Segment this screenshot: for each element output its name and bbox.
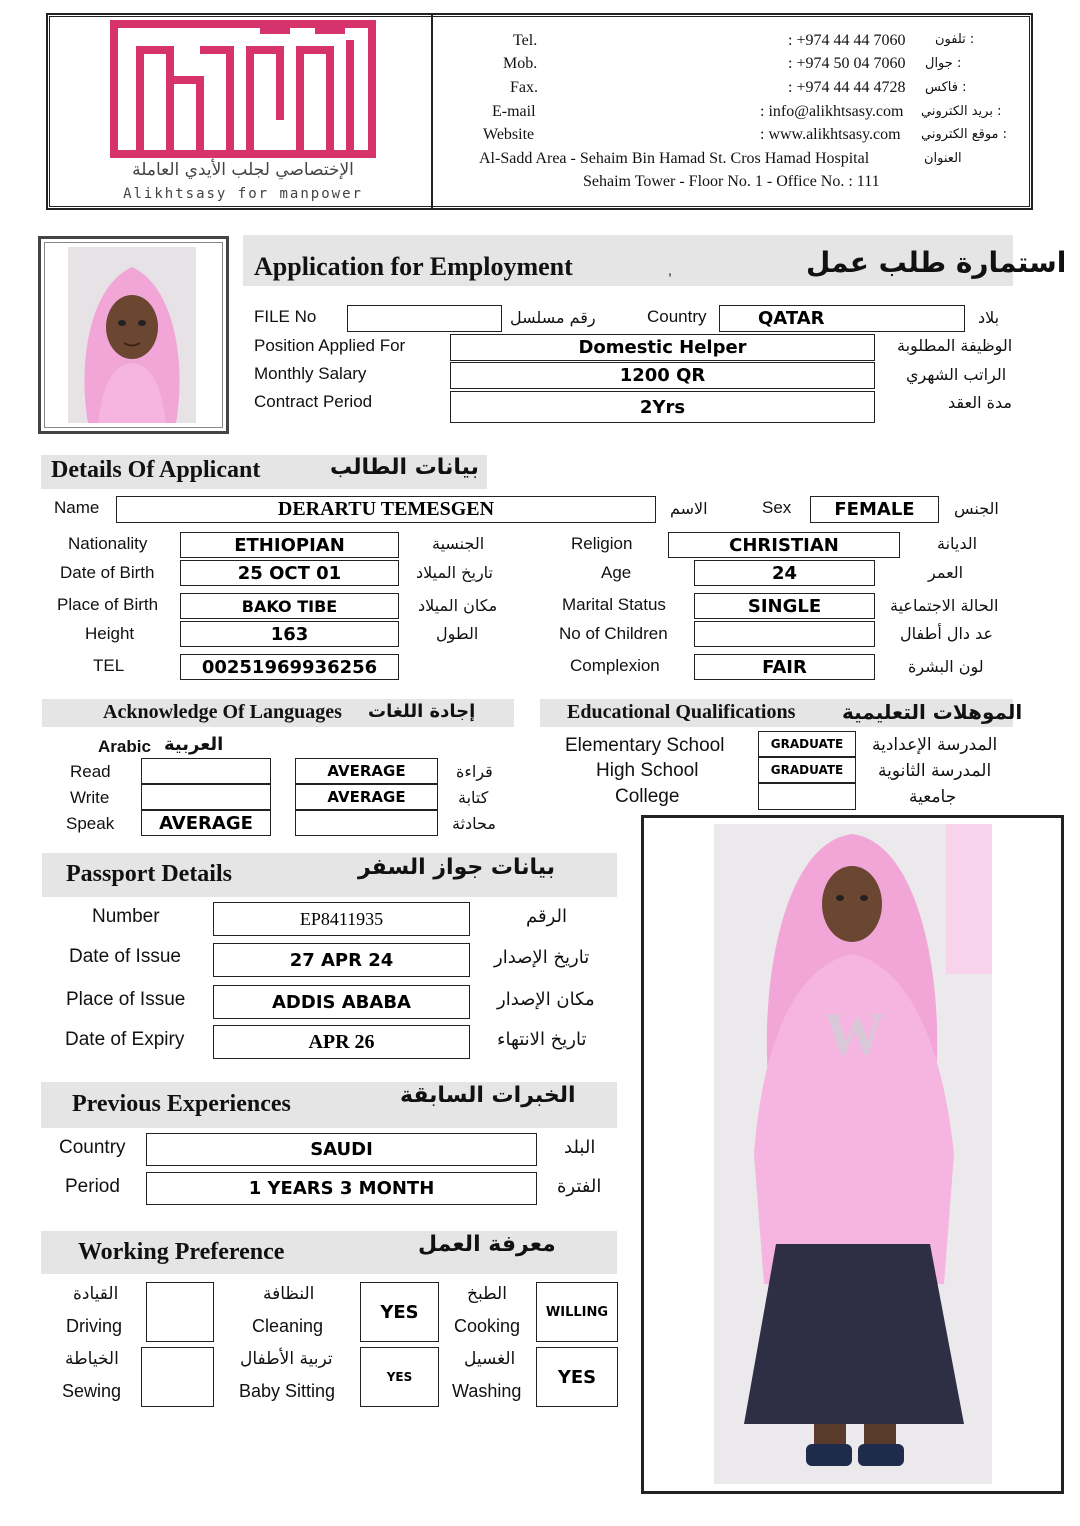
speak-label: Speak (66, 814, 115, 833)
washing-ar: الغسيل (464, 1349, 516, 1369)
country-label: Country (647, 307, 707, 326)
email-value: : info@alikhtsasy.com (760, 103, 904, 120)
baby-sitting-ar: تربية الأطفال (240, 1349, 333, 1369)
expiry-date-ar: تاريخ الانتهاء (497, 1029, 587, 1050)
issue-date-label: Date of Issue (69, 946, 181, 967)
address-line-2: Sehaim Tower - Floor No. 1 - Office No. : 111 (583, 173, 880, 190)
college-label: College (615, 786, 680, 807)
preference-title-ar: معرفة العمل (418, 1232, 556, 1257)
experience-period-ar: الفترة (557, 1176, 602, 1197)
arabic-label: Arabic (98, 737, 151, 756)
file-no-label: FILE No (254, 307, 317, 326)
person-full-body-icon (714, 824, 992, 1484)
tel-label: TEL (93, 656, 125, 675)
languages-title-ar: إجادة اللغات (368, 701, 476, 722)
sewing-label: Sewing (62, 1381, 122, 1401)
nationality-field[interactable]: ETHIOPIAN (180, 532, 399, 558)
cleaning-ar: النظافة (263, 1284, 315, 1304)
mob-value: : +974 50 04 7060 (788, 55, 906, 72)
issue-date-ar: تاريخ الإصدار (494, 947, 590, 968)
tel-value: : +974 44 44 7060 (788, 32, 906, 49)
religion-field[interactable]: CHRISTIAN (668, 532, 900, 558)
sex-label: Sex (762, 498, 792, 517)
children-ar: عد دال أطفال (900, 624, 994, 643)
application-title-ar: استمارة طلب عمل (806, 246, 1067, 279)
college-field[interactable] (758, 783, 856, 810)
height-field[interactable]: 163 (180, 621, 399, 647)
sex-field[interactable]: FEMALE (810, 496, 939, 523)
speak-other-field[interactable] (295, 810, 438, 836)
passport-title-ar: بيانات جواز السفر (358, 855, 556, 880)
applicant-title-ar: بيانات الطالب (330, 455, 479, 480)
name-ar: الاسم (670, 499, 708, 518)
svg-text:W: W (824, 1001, 884, 1067)
read-other-field[interactable]: AVERAGE (295, 758, 438, 784)
driving-ar: القيادة (73, 1284, 119, 1304)
preference-title-en: Working Preference (78, 1239, 285, 1265)
address-ar: العنوان (924, 151, 962, 166)
elementary-ar: المدرسة الإعدادية (872, 735, 998, 755)
high-school-field[interactable]: GRADUATE (758, 757, 856, 783)
issue-place-ar: مكان الإصدار (497, 989, 595, 1010)
religion-ar: الديانة (937, 534, 978, 553)
salary-label: Monthly Salary (254, 364, 367, 383)
religion-label: Religion (571, 534, 633, 553)
driving-label: Driving (66, 1316, 123, 1336)
write-arabic-field[interactable] (141, 784, 271, 810)
write-ar: كتابة (458, 788, 489, 807)
marital-label: Marital Status (562, 595, 666, 614)
children-field[interactable] (694, 621, 875, 647)
pob-label: Place of Birth (57, 595, 159, 614)
name-label: Name (54, 498, 100, 517)
age-label: Age (601, 563, 632, 582)
passport-number-ar: الرقم (526, 906, 568, 927)
pob-field[interactable]: BAKO TIBE (180, 593, 399, 619)
contract-ar: مدة العقد (948, 393, 1012, 412)
website-ar: : موقع الكتروني (921, 127, 1008, 142)
passport-number-field[interactable]: EP8411935 (213, 902, 470, 936)
complexion-field[interactable]: FAIR (694, 654, 875, 680)
education-title-ar: الموهلات التعليمية (842, 700, 1023, 724)
country-field[interactable]: QATAR (719, 305, 965, 332)
applicant-title-en: Details Of Applicant (51, 457, 261, 483)
fax-ar: : فاكس (925, 80, 967, 95)
fax-value: : +974 44 44 4728 (788, 79, 906, 96)
person-portrait-icon (68, 247, 196, 423)
elementary-field[interactable]: GRADUATE (758, 731, 856, 757)
arabic-ar: العربية (164, 734, 224, 755)
dob-label: Date of Birth (60, 563, 155, 582)
cleaning-label: Cleaning (252, 1316, 324, 1336)
application-title-comma: , (668, 262, 672, 278)
fax-label: Fax. (510, 79, 538, 96)
nationality-label: Nationality (68, 534, 148, 553)
application-title-en: Application for Employment (254, 252, 573, 281)
college-ar: جامعية (909, 787, 957, 807)
cooking-ar: الطبخ (467, 1284, 507, 1304)
name-field[interactable]: DERARTU TEMESGEN (116, 496, 656, 523)
children-label: No of Children (559, 624, 668, 643)
dob-field[interactable]: 25 OCT 01 (180, 560, 399, 586)
complexion-label: Complexion (570, 656, 660, 675)
tel-ar: : تلفون (935, 32, 975, 47)
washing-field[interactable]: YES (536, 1347, 618, 1407)
file-no-field[interactable] (347, 305, 502, 332)
height-ar: الطول (436, 624, 479, 643)
sex-ar: الجنس (954, 499, 999, 518)
experience-period-label: Period (65, 1176, 120, 1197)
experience-title-ar: الخبرات السابقة (400, 1083, 576, 1108)
cleaning-field[interactable]: YES (360, 1282, 439, 1342)
education-title-en: Educational Qualifications (567, 701, 796, 723)
issue-place-label: Place of Issue (66, 989, 186, 1010)
marital-ar: الحالة الاجتماعية (890, 596, 999, 615)
position-label: Position Applied For (254, 336, 406, 355)
issue-place-field[interactable]: ADDIS ABABA (213, 985, 470, 1019)
tel-label: Tel. (513, 32, 538, 49)
position-ar: الوظيفة المطلوبة (897, 336, 1013, 355)
elementary-label: Elementary School (565, 735, 725, 756)
passport-number-label: Number (92, 906, 160, 927)
age-field[interactable]: 24 (694, 560, 875, 586)
passport-title-en: Passport Details (66, 861, 232, 887)
write-label: Write (70, 788, 110, 807)
age-ar: العمر (928, 563, 964, 582)
company-logo-icon (110, 20, 376, 160)
expiry-date-label: Date of Expiry (65, 1029, 185, 1050)
speak-ar: محادثة (452, 814, 496, 833)
country-ar: بلاد (978, 308, 1000, 327)
email-label: E-mail (492, 103, 536, 120)
experience-country-field[interactable]: SAUDI (146, 1133, 537, 1166)
baby-sitting-field[interactable]: YES (360, 1347, 439, 1407)
speak-arabic-field[interactable]: AVERAGE (141, 810, 271, 836)
read-arabic-field[interactable] (141, 758, 271, 784)
read-ar: قراءة (456, 762, 493, 781)
expiry-date-field[interactable]: APR 26 (213, 1025, 470, 1059)
dob-ar: تاريخ الميلاد (416, 563, 493, 582)
high-school-label: High School (596, 760, 699, 781)
pob-ar: مكان الميلاد (418, 596, 498, 615)
full-body-photo-frame (641, 815, 1064, 1494)
sewing-field[interactable] (141, 1347, 214, 1407)
contract-field[interactable]: 2Yrs (450, 391, 875, 423)
address-line-1: Al-Sadd Area - Sehaim Bin Hamad St. Cros Hamad Hospital (479, 150, 870, 167)
high-school-ar: المدرسة الثانوية (878, 761, 992, 781)
mob-label: Mob. (503, 55, 538, 72)
mob-ar: : جوال (925, 56, 962, 71)
tel-field[interactable]: 00251969936256 (180, 654, 399, 680)
file-no-ar: رقم مسلسل (510, 308, 596, 327)
languages-title-en: Acknowledge Of Languages (103, 701, 342, 723)
website-label: Website (483, 126, 535, 143)
logo-arabic-text: الإختصاصي لجلب الأيدي العاملة (132, 160, 354, 180)
driving-field[interactable] (146, 1282, 214, 1342)
complexion-ar: لون البشرة (908, 657, 984, 676)
salary-ar: الراتب الشهري (906, 365, 1007, 384)
write-other-field[interactable]: AVERAGE (295, 784, 438, 810)
experience-country-label: Country (59, 1137, 126, 1158)
cooking-field[interactable]: WILLING (536, 1282, 618, 1342)
experience-country-ar: البلد (564, 1137, 596, 1158)
baby-sitting-label: Baby Sitting (239, 1381, 336, 1401)
experience-title-en: Previous Experiences (72, 1091, 291, 1117)
sewing-ar: الخياطة (65, 1349, 119, 1369)
portrait-frame (38, 236, 229, 434)
logo-english-text: Alikhtsasy for manpower (123, 186, 363, 202)
experience-period-field[interactable]: 1 YEARS 3 MONTH (146, 1172, 537, 1205)
cooking-label: Cooking (454, 1316, 521, 1336)
position-field[interactable]: Domestic Helper (450, 334, 875, 361)
salary-field[interactable]: 1200 QR (450, 362, 875, 389)
contract-label: Contract Period (254, 392, 373, 411)
email-ar: : بريد الكتروني (921, 104, 1002, 119)
read-label: Read (70, 762, 111, 781)
marital-field[interactable]: SINGLE (694, 593, 875, 619)
washing-label: Washing (452, 1381, 522, 1401)
nationality-ar: الجنسية (432, 534, 485, 553)
issue-date-field[interactable]: 27 APR 24 (213, 943, 470, 977)
website-value: : www.alikhtsasy.com (760, 126, 901, 143)
height-label: Height (85, 624, 135, 643)
